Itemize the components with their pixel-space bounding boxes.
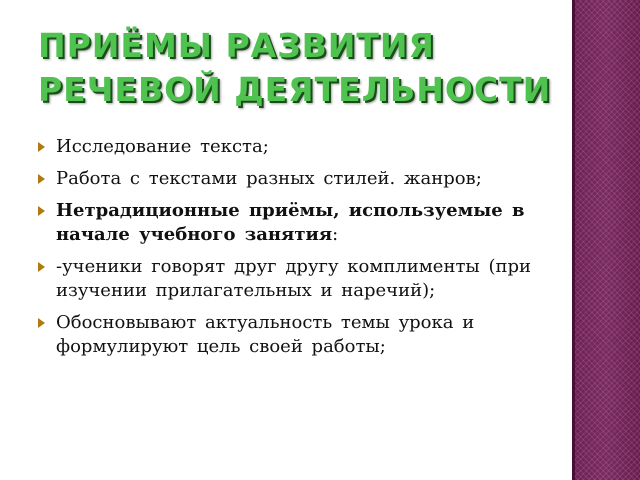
list-item-text: Работа с текстами разных стилей. жанров; <box>56 168 482 189</box>
triangle-bullet-icon <box>38 318 45 328</box>
list-item <box>38 311 538 359</box>
title-line-1: ПРИЁМЫ РАЗВИТИЯ <box>38 26 435 65</box>
list-item <box>38 199 538 247</box>
triangle-bullet-icon <box>38 142 45 152</box>
list-item <box>38 167 538 191</box>
list-item-text-tail: : <box>332 224 339 245</box>
triangle-bullet-icon <box>38 206 45 216</box>
list-item-text-bold: Нетрадиционные приёмы, используемые в начале учебного занятия <box>56 200 525 245</box>
list-item-text: -ученики говорят друг другу комплименты (при изучении прилагательных и наречий); <box>56 256 531 301</box>
triangle-bullet-icon <box>38 262 45 272</box>
bullet-list <box>38 135 538 367</box>
list-item-text: Обосновывают актуальность темы урока и формулируют цель своей работы; <box>56 312 475 357</box>
decorative-side-panel <box>572 0 640 480</box>
list-item <box>38 255 538 303</box>
title-line-2: РЕЧЕВОЙ ДЕЯТЕЛЬНОСТИ <box>38 70 552 109</box>
triangle-bullet-icon <box>38 174 45 184</box>
slide-title <box>38 24 558 112</box>
list-item <box>38 135 538 159</box>
list-item-text: Исследование текста; <box>56 136 269 157</box>
